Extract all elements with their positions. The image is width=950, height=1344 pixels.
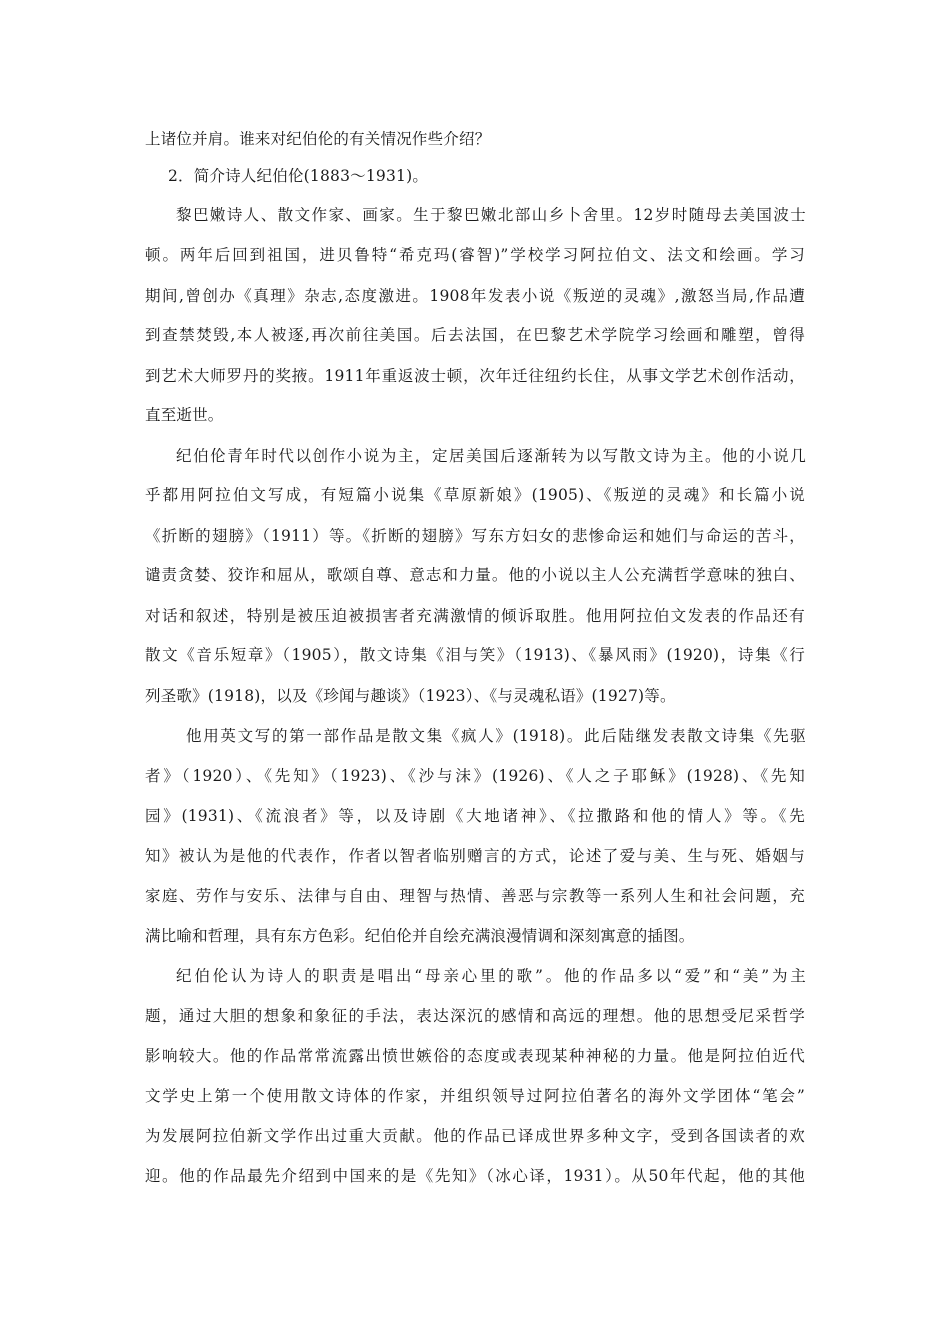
paragraph-line: 知》被认为是他的代表作，作者以智者临别赠言的方式，论述了爱与美、生与死、婚姻与: [145, 847, 805, 865]
paragraph-line: 题，通过大胆的想象和象征的手法，表达深沉的感情和高远的理想。他的思想受尼采哲学: [145, 1007, 805, 1025]
paragraph-line: 期间,曾创办《真理》杂志,态度激进。1908年发表小说《叛逆的灵魂》,激怒当局,作品遭: [145, 287, 805, 305]
paragraph-line: 为发展阿拉伯新文学作出过重大贡献。他的作品已译成世界多种文字，受到各国读者的欢: [145, 1127, 805, 1145]
paragraph-line: 家庭、劳作与安乐、法律与自由、理智与热情、善恶与宗教等一系列人生和社会问题，充: [145, 887, 805, 905]
paragraph-line: 对话和叙述，特别是被压迫被损害者充满激情的倾诉取胜。他用阿拉伯文发表的作品还有: [145, 607, 805, 625]
paragraph-line: 园》(1931)、《流浪者》等，以及诗剧《大地诸神》、《拉撒路和他的情人》等。《先: [145, 807, 805, 825]
paragraph-line: 散文《音乐短章》（1905），散文诗集《泪与笑》（1913)、《暴风雨》(1920)，诗集《行: [145, 646, 805, 664]
paragraph-line: 黎巴嫩诗人、散文作家、画家。生于黎巴嫩北部山乡卜舍里。12岁时随母去美国波士: [176, 206, 806, 224]
paragraph-line: 者》（1920）、《先知》（1923)、《沙与沫》(1926)、《人之子耶稣》(1928)、《先知: [145, 767, 805, 785]
paragraph-line: 纪伯伦认为诗人的职责是唱出“母亲心里的歌”。他的作品多以“爱”和“美”为主: [176, 967, 806, 985]
paragraph-line: 《折断的翅膀》（1911）等。《折断的翅膀》写东方妇女的悲惨命运和她们与命运的苦斗，: [145, 527, 805, 545]
paragraph-line: 直至逝世。: [145, 406, 224, 424]
paragraph-line: 列圣歌》(1918)，以及《珍闻与趣谈》（1923）、《与灵魂私语》(1927)等。: [145, 687, 676, 705]
text-line: 上诸位并肩。谁来对纪伯伦的有关情况作些介绍？: [145, 130, 491, 148]
paragraph-line: 迎。他的作品最先介绍到中国来的是《先知》（冰心译，1931）。从50年代起，他的其他: [145, 1167, 805, 1185]
paragraph-line: 乎都用阿拉伯文写成，有短篇小说集《草原新娘》(1905)、《叛逆的灵魂》和长篇小说: [145, 486, 805, 504]
paragraph-line: 满比喻和哲理，具有东方色彩。纪伯伦并自绘充满浪漫情调和深刻寓意的插图。: [145, 927, 695, 945]
paragraph-line: 顿。两年后回到祖国，进贝鲁特“希克玛(睿智)”学校学习阿拉伯文、法文和绘画。学习: [145, 246, 805, 264]
paragraph-line: 影响较大。他的作品常常流露出愤世嫉俗的态度或表现某种神秘的力量。他是阿拉伯近代: [145, 1047, 805, 1065]
paragraph-line: 到查禁焚毁,本人被逐,再次前往美国。后去法国，在巴黎艺术学院学习绘画和雕塑，曾得: [145, 326, 805, 344]
paragraph-line: 纪伯伦青年时代以创作小说为主，定居美国后逐渐转为以写散文诗为主。他的小说几: [176, 447, 806, 465]
paragraph-line: 到艺术大师罗丹的奖掖。1911年重返波士顿，次年迁往纽约长住，从事文学艺术创作活动，: [145, 367, 805, 385]
paragraph-line: 文学史上第一个使用散文诗体的作家，并组织领导过阿拉伯著名的海外文学团体“笔会”: [145, 1087, 805, 1105]
paragraph-line: 他用英文写的第一部作品是散文集《疯人》(1918)。此后陆继发表散文诗集《先驱: [186, 727, 806, 745]
section-heading: 2．简介诗人纪伯伦(1883～1931)。: [168, 167, 429, 185]
paragraph-line: 谴责贪婪、狡诈和屈从，歌颂自尊、意志和力量。他的小说以主人公充满哲学意味的独白、: [145, 566, 805, 584]
